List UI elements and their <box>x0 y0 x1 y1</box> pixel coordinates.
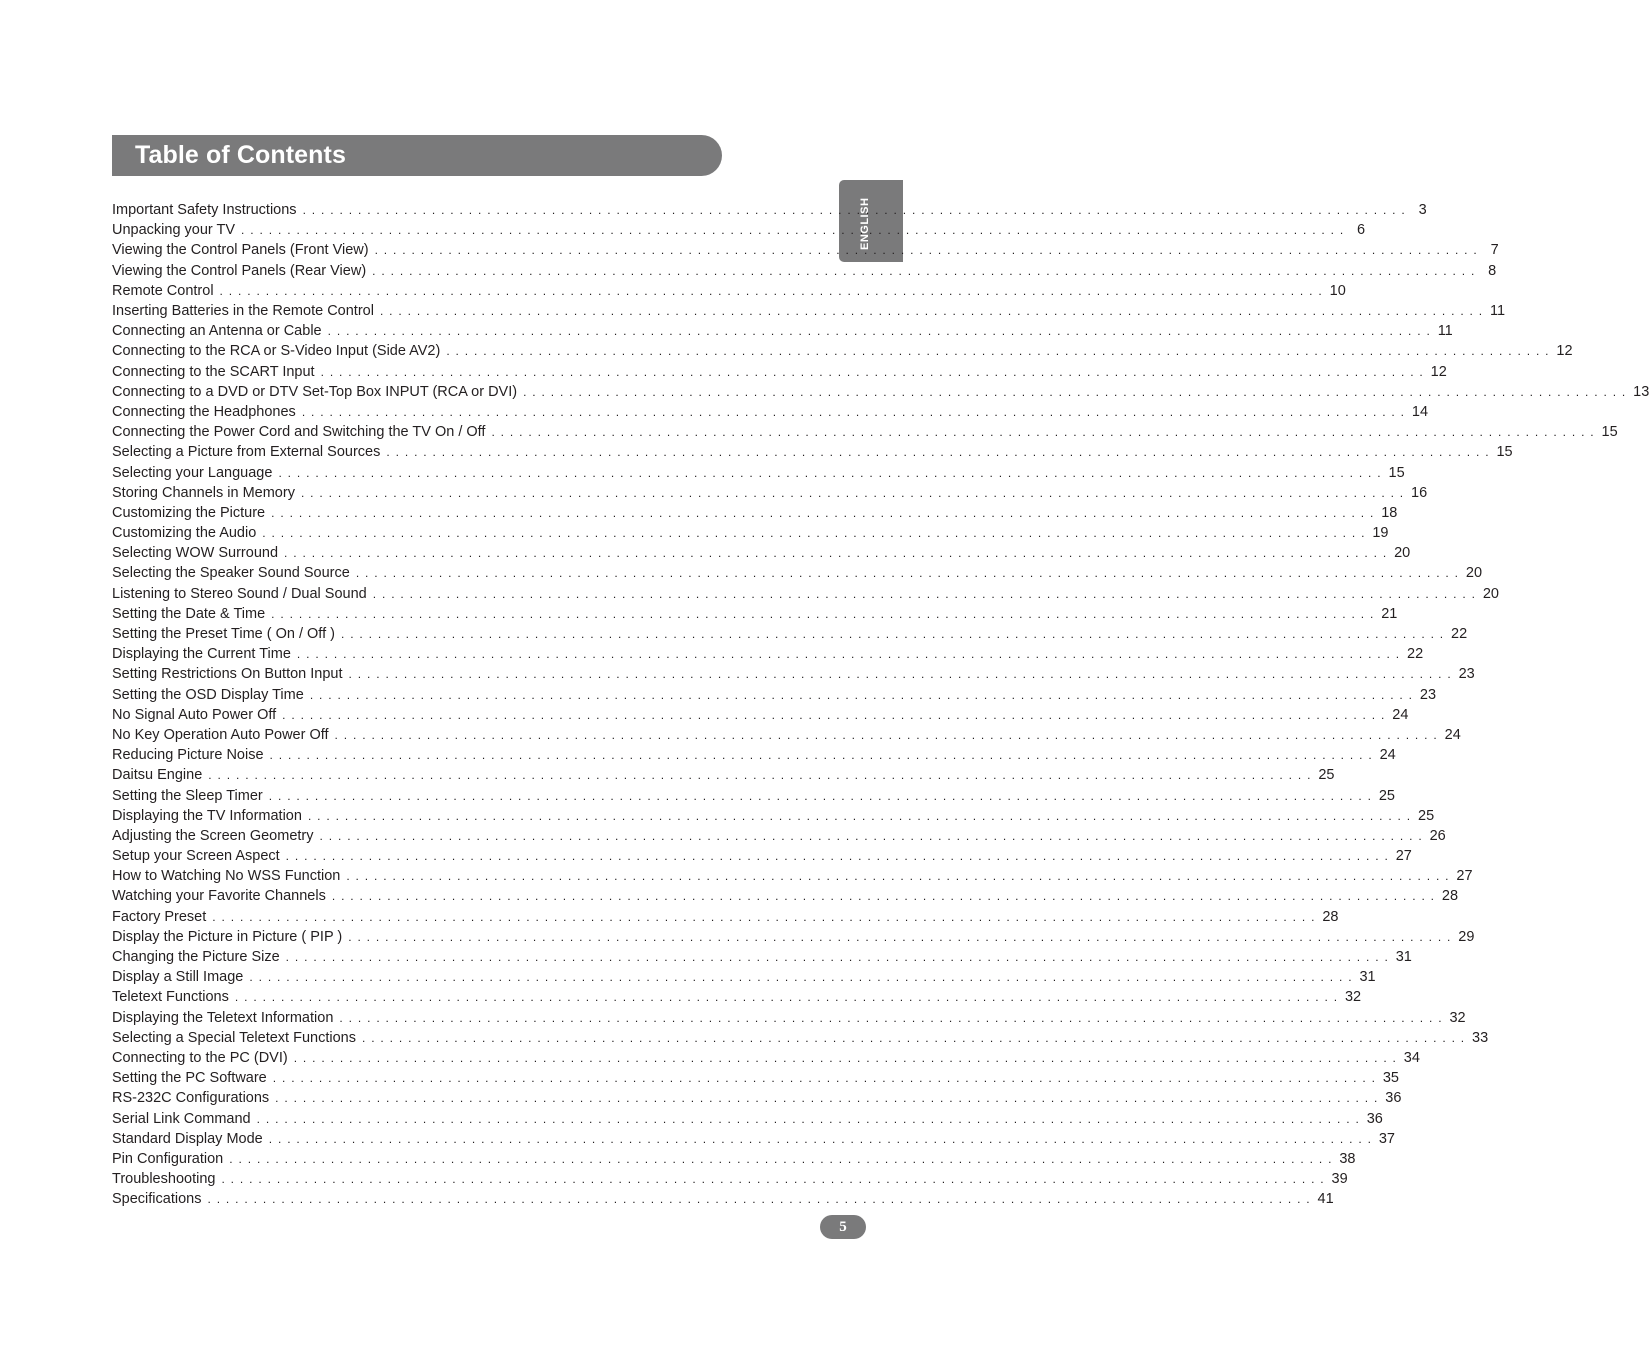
toc-entry-page: 7 <box>1490 242 1499 259</box>
toc-entry-label: No Signal Auto Power Off <box>112 706 277 723</box>
toc-entry-label: Unpacking your TV <box>112 222 236 239</box>
toc-entry[interactable] <box>112 685 1437 705</box>
toc-entry[interactable] <box>112 745 1396 765</box>
toc-entry[interactable] <box>112 826 1446 846</box>
dot-leader: ........................................................................................................................ <box>221 1172 1330 1187</box>
toc-entry-page: 31 <box>1359 969 1376 986</box>
dot-leader: ........................................................................................................................ <box>275 1091 1384 1106</box>
toc-entry-label: Connecting to the RCA or S-Video Input (Side AV2) <box>112 343 441 360</box>
toc-entry-page: 39 <box>1331 1171 1348 1188</box>
toc-entry-label: Factory Preset <box>112 908 207 925</box>
dot-leader: ........................................................................................................................ <box>262 526 1371 541</box>
toc-entry-label: Troubleshooting <box>112 1171 216 1188</box>
toc-entry-label: Setting the Date & Time <box>112 605 266 622</box>
dot-leader: ........................................................................................................................ <box>302 203 1411 218</box>
toc-entry[interactable] <box>112 785 1395 805</box>
toc-entry-page: 29 <box>1458 928 1475 945</box>
toc-entry-label: Remote Control <box>112 282 214 299</box>
toc-entry-label: Serial Link Command <box>112 1110 251 1127</box>
dot-leader: ........................................................................................................................ <box>268 788 1377 803</box>
dot-leader: ........................................................................................................................ <box>361 1030 1471 1045</box>
toc-entry-label: Selecting a Picture from External Sources <box>112 444 381 461</box>
dot-leader: ........................................................................................................................ <box>319 828 1428 843</box>
dot-leader: ........................................................................................................................ <box>278 465 1387 480</box>
toc-entry-label: Connecting to the PC (DVI) <box>112 1049 288 1066</box>
toc-entry[interactable] <box>112 987 1362 1007</box>
dot-leader: ........................................................................................................................ <box>379 304 1489 319</box>
toc-entry-label: Display a Still Image <box>112 969 244 986</box>
toc-entry[interactable] <box>112 866 1473 886</box>
toc-entry-label: Selecting a Special Teletext Functions <box>112 1029 356 1046</box>
toc-entry-page: 22 <box>1451 626 1468 643</box>
dot-leader: ........................................................................................................................ <box>285 849 1394 864</box>
toc-entry-label: Selecting your Language <box>112 464 273 481</box>
dot-leader: ........................................................................................................................ <box>296 647 1405 662</box>
page-title: Table of Contents <box>135 141 346 169</box>
toc-entry-label: RS-232C Configurations <box>112 1090 270 1107</box>
toc-entry-page: 15 <box>1601 424 1618 441</box>
toc-entry-page: 25 <box>1318 767 1335 784</box>
dot-leader: ........................................................................................................................ <box>212 909 1321 924</box>
dot-leader: ........................................................................................................................ <box>348 667 1457 682</box>
toc-entry-label: Important Safety Instructions <box>112 202 297 219</box>
toc-entry-page: 20 <box>1394 545 1411 562</box>
toc-entry-label: Changing the Picture Size <box>112 949 280 966</box>
dot-leader: ........................................................................................................................ <box>207 1192 1316 1207</box>
toc-entry-page: 24 <box>1392 706 1409 723</box>
toc-entry-label: Watching your Favorite Channels <box>112 888 326 905</box>
toc-entry-page: 13 <box>1633 383 1649 400</box>
toc-entry-page: 25 <box>1378 787 1395 804</box>
toc-entry-label: Connecting the Headphones <box>112 403 296 420</box>
toc-entry[interactable] <box>112 644 1424 664</box>
dot-leader: ........................................................................................................................ <box>491 425 1600 440</box>
dot-leader: ........................................................................................................................ <box>249 970 1358 985</box>
toc-entry-label: Teletext Functions <box>112 989 229 1006</box>
toc-entry[interactable] <box>112 584 1499 604</box>
toc-entry[interactable] <box>112 281 1346 301</box>
dot-leader: ........................................................................................................................ <box>300 485 1410 500</box>
toc-entry-page: 14 <box>1411 403 1429 420</box>
page-number: 5 <box>839 1218 847 1235</box>
toc-entry[interactable] <box>112 462 1405 482</box>
toc-entry-label: Selecting the Speaker Sound Source <box>112 565 350 582</box>
dot-leader: ........................................................................................................................ <box>293 1050 1402 1065</box>
toc-entry[interactable] <box>112 483 1428 503</box>
dot-leader: ........................................................................................................................ <box>284 546 1393 561</box>
dot-leader: ........................................................................................................................ <box>331 889 1440 904</box>
toc-entry-page: 3 <box>1418 202 1427 219</box>
toc-entry[interactable] <box>112 705 1409 725</box>
toc-entry-page: 22 <box>1407 646 1424 663</box>
toc-entry-page: 20 <box>1465 565 1483 582</box>
toc-entry[interactable] <box>112 523 1389 543</box>
toc-entry-page: 35 <box>1382 1070 1399 1087</box>
toc-entry-page: 19 <box>1372 525 1389 542</box>
toc-entry-label: Setting the OSD Display Time <box>112 686 304 703</box>
toc-entry-label: Customizing the Audio <box>112 525 257 542</box>
toc-entry[interactable] <box>112 967 1376 987</box>
toc-entry[interactable] <box>112 604 1398 624</box>
toc-entry[interactable] <box>112 200 1427 220</box>
dot-leader: ........................................................................................................................ <box>386 445 1495 460</box>
toc-entry[interactable] <box>112 362 1447 382</box>
toc-entry-label: Displaying the Current Time <box>112 646 291 663</box>
toc-entry[interactable] <box>112 422 1618 442</box>
toc-entry-page: 38 <box>1339 1150 1356 1167</box>
toc-entry[interactable] <box>112 402 1429 422</box>
toc-entry[interactable] <box>112 1028 1489 1048</box>
toc-entry[interactable] <box>112 886 1459 906</box>
dot-leader: ........................................................................................................................ <box>285 950 1394 965</box>
toc-entry-label: Storing Channels in Memory <box>112 484 295 501</box>
toc-entry-label: Standard Display Mode <box>112 1130 263 1147</box>
dot-leader: ........................................................................................................................ <box>219 283 1328 298</box>
toc-entry-label: Adjusting the Screen Geometry <box>112 827 314 844</box>
toc-entry-page: 37 <box>1378 1130 1395 1147</box>
dot-leader: ........................................................................................................................ <box>374 243 1483 258</box>
dot-leader: ........................................................................................................................ <box>229 1151 1338 1166</box>
toc-entry[interactable] <box>112 563 1483 583</box>
toc-entry[interactable] <box>112 321 1453 341</box>
toc-entry-label: Viewing the Control Panels (Rear View) <box>112 262 367 279</box>
toc-entry-label: Displaying the Teletext Information <box>112 1009 334 1026</box>
toc-entry[interactable] <box>112 1149 1356 1169</box>
toc-entry[interactable] <box>112 947 1412 967</box>
toc-entry[interactable] <box>112 1129 1395 1149</box>
dot-leader: ........................................................................................................................ <box>355 566 1464 581</box>
toc-entry[interactable] <box>112 664 1475 684</box>
toc-entry-label: Connecting to the SCART Input <box>112 363 315 380</box>
toc-entry[interactable] <box>112 341 1573 361</box>
toc-entry-label: Display the Picture in Picture ( PIP ) <box>112 928 343 945</box>
toc-entry-label: Inserting Batteries in the Remote Control <box>112 303 374 320</box>
toc-entry-page: 10 <box>1329 282 1346 299</box>
toc-entry-page: 12 <box>1556 343 1573 360</box>
toc-entry-label: No Key Operation Auto Power Off <box>112 726 329 743</box>
toc-entry-page: 41 <box>1317 1191 1334 1208</box>
dot-leader: ........................................................................................................................ <box>269 748 1378 763</box>
toc-entry[interactable] <box>112 503 1398 523</box>
dot-leader: ........................................................................................................................ <box>282 707 1391 722</box>
dot-leader: ........................................................................................................................ <box>339 1010 1448 1025</box>
toc-entry-label: Connecting an Antenna or Cable <box>112 323 322 340</box>
toc-entry-label: Specifications <box>112 1191 202 1208</box>
dot-leader: ........................................................................................................................ <box>372 586 1481 601</box>
dot-leader: ........................................................................................................................ <box>208 768 1317 783</box>
toc-entry[interactable] <box>112 382 1649 402</box>
toc-entry-page: 11 <box>1437 323 1453 340</box>
toc-entry[interactable] <box>112 907 1339 927</box>
toc-entry-page: 15 <box>1496 444 1513 461</box>
toc-entry-page: 15 <box>1388 464 1405 481</box>
toc-entry-page: 16 <box>1411 484 1428 501</box>
toc-entry[interactable] <box>112 806 1435 826</box>
dot-leader: ........................................................................................................................ <box>256 1111 1365 1126</box>
toc-entry-page: 33 <box>1472 1029 1489 1046</box>
toc-entry-page: 11 <box>1490 303 1506 320</box>
toc-entry[interactable] <box>112 261 1497 281</box>
language-tab-label: ENGLISH <box>859 197 871 250</box>
toc-entry-page: 20 <box>1482 585 1499 602</box>
toc-entry[interactable] <box>112 725 1461 745</box>
dot-leader: ........................................................................................................................ <box>372 263 1481 278</box>
toc-entry-label: Viewing the Control Panels (Front View) <box>112 242 369 259</box>
toc-entry-page: 8 <box>1488 262 1497 279</box>
toc-entry-label: Displaying the TV Information <box>112 807 302 824</box>
toc-entry-page: 25 <box>1418 807 1435 824</box>
toc-entry-page: 23 <box>1419 686 1437 703</box>
toc-entry-page: 26 <box>1429 827 1446 844</box>
toc-entry-page: 12 <box>1430 363 1447 380</box>
toc-entry-label: Setup your Screen Aspect <box>112 848 280 865</box>
title-banner <box>112 135 722 176</box>
toc-entry-label: Customizing the Picture <box>112 504 266 521</box>
dot-leader: ........................................................................................................................ <box>334 727 1443 742</box>
toc-entry-page: 34 <box>1403 1049 1420 1066</box>
toc-entry[interactable] <box>112 240 1499 260</box>
toc-entry-label: Setting the PC Software <box>112 1070 267 1087</box>
dot-leader: ........................................................................................................................ <box>271 505 1380 520</box>
page-number-badge <box>820 1215 866 1239</box>
toc-entry-page: 27 <box>1395 848 1412 865</box>
dot-leader: ........................................................................................................................ <box>307 808 1417 823</box>
toc-entry[interactable] <box>112 442 1513 462</box>
dot-leader: ........................................................................................................................ <box>340 627 1450 642</box>
toc-entry-label: Reducing Picture Noise <box>112 747 264 764</box>
toc-entry[interactable] <box>112 1108 1383 1128</box>
toc-entry-page: 18 <box>1381 504 1398 521</box>
toc-entry-page: 28 <box>1441 888 1459 905</box>
toc-entry-page: 31 <box>1395 949 1412 966</box>
toc-entry[interactable] <box>112 624 1468 644</box>
toc-entry-label: Connecting the Power Cord and Switching the TV On / Off <box>112 424 486 441</box>
toc-entry-label: How to Watching No WSS Function <box>112 868 341 885</box>
toc-entry-page: 36 <box>1385 1090 1402 1107</box>
toc-entry-label: Setting the Preset Time ( On / Off ) <box>112 626 335 643</box>
toc-entry-label: Setting Restrictions On Button Input <box>112 666 343 683</box>
toc-entry-label: Selecting WOW Surround <box>112 545 279 562</box>
toc-entry[interactable] <box>112 1068 1399 1088</box>
toc-entry-page: 32 <box>1344 989 1362 1006</box>
dot-leader: ........................................................................................................................ <box>241 223 1350 238</box>
toc-entry[interactable] <box>112 1169 1348 1189</box>
dot-leader: ........................................................................................................................ <box>446 344 1555 359</box>
toc-entry-page: 32 <box>1449 1009 1466 1026</box>
dot-leader: ........................................................................................................................ <box>348 929 1457 944</box>
toc-entry[interactable] <box>112 301 1506 321</box>
dot-leader: ........................................................................................................................ <box>301 404 1410 419</box>
dot-leader: ........................................................................................................................ <box>271 606 1380 621</box>
dot-leader: ........................................................................................................................ <box>320 364 1429 379</box>
toc-entry-page: 27 <box>1456 868 1473 885</box>
toc-entry-label: Pin Configuration <box>112 1150 224 1167</box>
toc-entry-page: 23 <box>1458 666 1475 683</box>
toc-entry-page: 36 <box>1366 1110 1383 1127</box>
toc-entry-page: 21 <box>1381 605 1398 622</box>
toc-entry-page: 28 <box>1322 908 1339 925</box>
toc-entry[interactable] <box>112 765 1335 785</box>
toc-entry[interactable] <box>112 1088 1402 1108</box>
toc-entry[interactable] <box>112 1189 1334 1209</box>
dot-leader: ........................................................................................................................ <box>327 324 1436 339</box>
toc-entry[interactable] <box>112 846 1412 866</box>
toc-entry[interactable] <box>112 1008 1466 1028</box>
dot-leader: ........................................................................................................................ <box>268 1131 1377 1146</box>
toc-entry[interactable] <box>112 543 1411 563</box>
toc-entry-page: 6 <box>1357 222 1366 239</box>
toc-entry-page: 24 <box>1444 726 1461 743</box>
dot-leader: ........................................................................................................................ <box>346 869 1455 884</box>
toc-entry-label: Daitsu Engine <box>112 767 203 784</box>
dot-leader: ........................................................................................................................ <box>234 990 1343 1005</box>
dot-leader: ........................................................................................................................ <box>272 1071 1381 1086</box>
dot-leader: ........................................................................................................................ <box>523 384 1632 399</box>
toc-entry[interactable] <box>112 220 1366 240</box>
toc-entry[interactable] <box>112 927 1475 947</box>
toc-entry-label: Connecting to a DVD or DTV Set-Top Box INPUT (RCA or DVI) <box>112 383 518 400</box>
toc-entry-label: Setting the Sleep Timer <box>112 787 263 804</box>
toc-entry[interactable] <box>112 1048 1420 1068</box>
toc-entry-page: 24 <box>1379 747 1396 764</box>
dot-leader: ........................................................................................................................ <box>309 687 1418 702</box>
toc-entry-label: Listening to Stereo Sound / Dual Sound <box>112 585 367 602</box>
